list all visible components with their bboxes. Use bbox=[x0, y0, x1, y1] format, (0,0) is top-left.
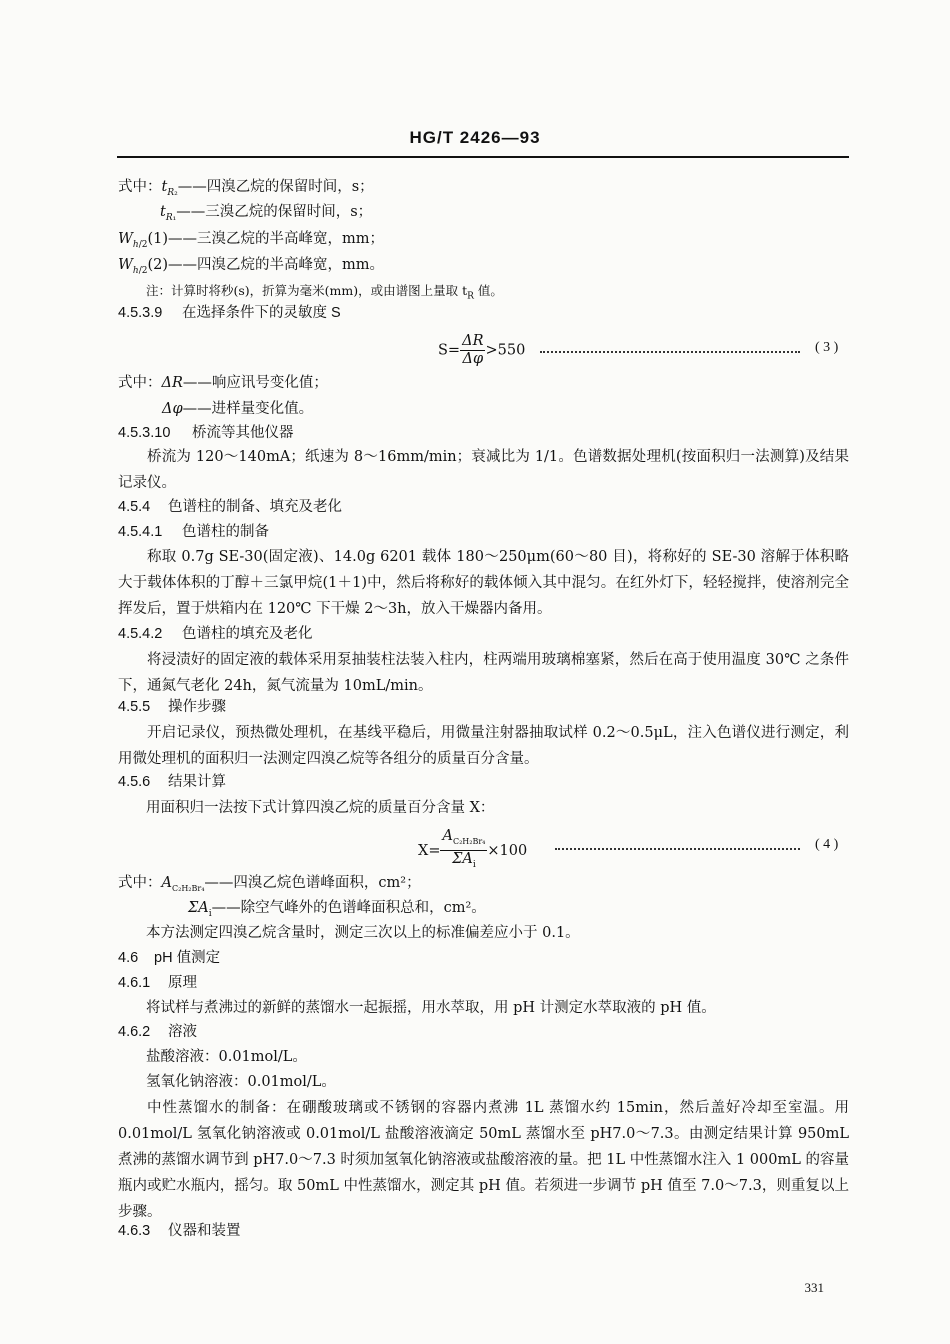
def-t-r1: $t_{R_1}——$三溴乙烷的保留时间，s； bbox=[160, 204, 373, 223]
paragraph-4-5-3-10: 桥流为 120～140mA；纸速为 8～16mm/min；衰减比为 1/1。色谱数据处理机(按面积归一法测算)及结果记录仪。 bbox=[118, 449, 849, 491]
section-4-5-4-1: 4.5.4.1 色谱柱的制备 bbox=[118, 524, 269, 540]
section-4-6-1: 4.6.1 原理 bbox=[118, 975, 197, 991]
solution-hcl: 盐酸溶液：0.01mol/L。 bbox=[146, 1049, 307, 1065]
page-number: 331 bbox=[804, 1280, 824, 1295]
paragraph-4-6-1: 将试样与煮沸过的新鲜的蒸馏水一起振摇，用水萃取，用 pH 计测定水萃取液的 pH 值。 bbox=[146, 1000, 716, 1016]
def-w2: $W_{h/2}(2)——$四溴乙烷的半高峰宽，mm。 bbox=[118, 257, 385, 276]
equation-4: X= $\frac{A_{C_2H_2Br_4}}{\Sigma A_i}$ ×100 bbox=[418, 828, 528, 870]
section-4-6: 4.6 pH 值测定 bbox=[118, 950, 221, 966]
section-4-6-3: 4.6.3 仪器和装置 bbox=[118, 1223, 241, 1239]
def-a-c2h2br4: 式中：$A_{C_2H_2Br_4}——$四溴乙烷色谱峰面积，cm²； bbox=[118, 875, 421, 893]
section-4-5-3-9: 4.5.3.9 在选择条件下的灵敏度 S bbox=[118, 305, 341, 321]
section-4-5-3-10: 4.5.3.10 桥流等其他仪器 bbox=[118, 425, 294, 441]
paragraph-4-5-4-1: 称取 0.7g SE-30(固定液)、14.0g 6201 载体 180～250μm(60～80 目)，将称好的 SE-30 溶解于体积略大于载体体积的丁醇＋三氯甲烷(1＋1)中，然后将称好的载体倾入其中混匀。在红外灯下，轻轻搅拌，使溶剂完全挥发后，置于烘箱内在 120℃ 下干燥 2～3h，放入干燥器内备用。 bbox=[118, 549, 849, 617]
equation-3-leader bbox=[540, 351, 800, 353]
equation-4-leader bbox=[555, 848, 800, 850]
section-4-5-4: 4.5.4 色谱柱的制备、填充及老化 bbox=[118, 499, 342, 515]
def-delta-phi: Δφ——进样量变化值。 bbox=[162, 401, 314, 417]
def-delta-r: 式中：ΔR——响应讯号变化值； bbox=[118, 375, 328, 391]
def-t-r2: 式中：$t_{R_2}——$四溴乙烷的保留时间，s； bbox=[118, 179, 374, 198]
paragraph-neutral-water: 中性蒸馏水的制备：在硼酸玻璃或不锈钢的容器内煮沸 1L 蒸馏水约 15min，然后盖好冷却至室温。用 0.01mol/L 氢氧化钠溶液或 0.01mol/L 盐酸溶液滴定 50mL 蒸馏水至 pH7.0～7.3。由测定结果计算 950mL 煮沸的蒸馏水调节到 pH7.0～7.3 时须加氢氧化钠溶液或盐酸溶液的量。把 1L 中性蒸馏水注入 1 000mL 的容量瓶内或贮水瓶内，摇匀。取 50mL 中性蒸馏水，测定其 pH 值。若须进一步调节 pH 值至 7.0～7.3，则重复以上步骤。 bbox=[118, 1100, 849, 1220]
section-4-5-4-2: 4.5.4.2 色谱柱的填充及老化 bbox=[118, 626, 313, 642]
equation-4-label: ( 4 ) bbox=[815, 837, 839, 852]
section-4-6-2: 4.6.2 溶液 bbox=[118, 1024, 197, 1040]
solution-naoh: 氢氧化钠溶液：0.01mol/L。 bbox=[146, 1074, 336, 1090]
paragraph-4-5-6: 用面积归一法按下式计算四溴乙烷的质量百分含量 X： bbox=[146, 800, 495, 816]
page-header: HG/T 2426—93 bbox=[409, 128, 541, 147]
paragraph-4-5-4-2: 将浸渍好的固定液的载体采用泵抽装柱法装入柱内，柱两端用玻璃棉塞紧，然后在高于使用温度 30℃ 之条件下，通氮气老化 24h，氮气流量为 10mL/min。 bbox=[118, 652, 849, 694]
def-w1: $W_{h/2}(1)——$三溴乙烷的半高峰宽，mm； bbox=[118, 231, 385, 250]
def-sum-ai: $\Sigma A_i——$除空气峰外的色谱峰面积总和，cm²。 bbox=[188, 900, 486, 919]
section-4-5-5: 4.5.5 操作步骤 bbox=[118, 699, 226, 715]
equation-3-label: ( 3 ) bbox=[815, 340, 839, 355]
paragraph-4-5-5: 开启记录仪，预热微处理机，在基线平稳后，用微量注射器抽取试样 0.2～0.5μL，注入色谱仪进行测定，利用微处理机的面积归一法测定四溴乙烷等各组分的质量百分含量。 bbox=[118, 725, 849, 767]
header-rule bbox=[117, 156, 849, 158]
note: 注：计算时将秒(s)，折算为毫米(mm)，或由谱图上量取 $t_R$ 值。 bbox=[146, 283, 503, 302]
equation-3: S= $\frac{\Delta R}{\Delta\varphi}$ >550 bbox=[438, 333, 526, 367]
precision-statement: 本方法测定四溴乙烷含量时，测定三次以上的标准偏差应小于 0.1。 bbox=[146, 925, 580, 941]
section-4-5-6: 4.5.6 结果计算 bbox=[118, 774, 226, 790]
